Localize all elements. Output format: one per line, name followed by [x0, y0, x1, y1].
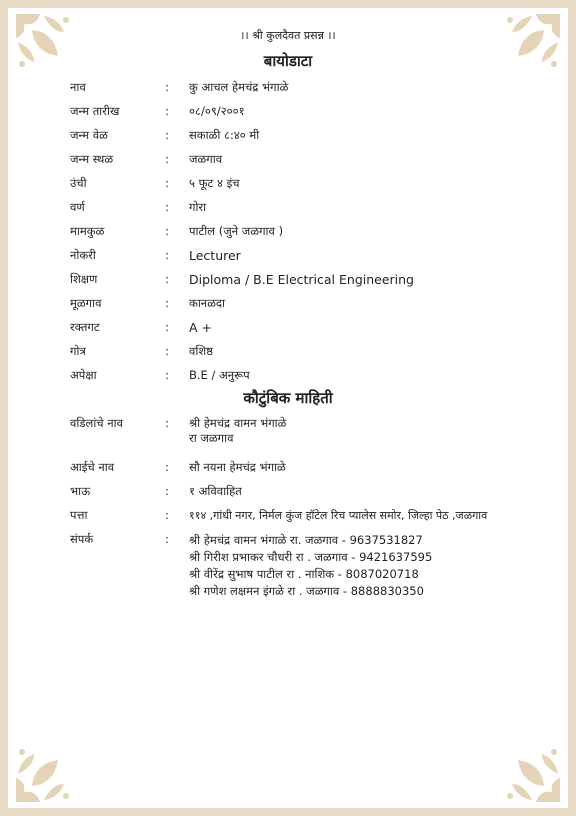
detail-colon: : [165, 104, 169, 118]
detail-row-blood-group [70, 320, 550, 344]
detail-colon: : [165, 152, 169, 166]
detail-value: कानळदा [189, 296, 226, 310]
family-row-father [70, 416, 560, 460]
detail-label: वडिलांचे नाव [70, 416, 124, 430]
detail-row-birth-place [70, 152, 550, 176]
detail-value: Diploma / B.E Electrical Engineering [189, 272, 414, 287]
detail-value: ११४ ,गांधी नगर, निर्मल कुंज हॉटेल रिच प्यालेस समोर, जिल्हा पेठ ,जळगाव [189, 509, 488, 522]
blessing-text: ।। श्री कुलदैवत प्रसन्न ।। [240, 29, 336, 42]
detail-colon: : [165, 248, 169, 262]
page-title: बायोडाटा [263, 52, 313, 70]
detail-label: उंची [70, 176, 87, 190]
detail-label: जन्म वेळ [70, 128, 108, 142]
detail-colon: : [165, 344, 169, 358]
family-details [70, 416, 560, 602]
detail-row-height [70, 176, 550, 200]
detail-value: सकाळी ८:४० मी [189, 128, 260, 142]
detail-value [189, 532, 560, 602]
father-residence: रा जळगाव [189, 431, 234, 445]
detail-colon: : [165, 368, 169, 382]
detail-row-complexion [70, 200, 550, 224]
detail-label: मूळगाव [70, 296, 102, 310]
detail-label: वर्ण [70, 200, 85, 214]
detail-colon: : [165, 176, 169, 190]
detail-label: जन्म तारीख [70, 104, 120, 118]
detail-colon: : [165, 128, 169, 142]
detail-value: वशिष्ठ [189, 344, 213, 358]
detail-row-birth-time [70, 128, 550, 152]
detail-value: १ अविवाहित [189, 484, 242, 498]
detail-label: रक्तगट [70, 320, 100, 334]
detail-value: कु आचल हेमचंद्र भंगाळे [189, 80, 289, 94]
detail-value: A + [189, 320, 212, 335]
detail-label: जन्म स्थळ [70, 152, 114, 166]
family-section-title: कौटुंबिक माहिती [243, 389, 333, 407]
detail-label: अपेक्षा [70, 368, 97, 382]
detail-colon: : [165, 296, 169, 310]
detail-colon: : [165, 460, 169, 474]
detail-colon: : [165, 532, 169, 546]
contact-line: श्री हेमचंद्र वामन भंगाळे रा. जळगाव - 9637531827 [189, 533, 423, 547]
detail-label: नाव [70, 80, 86, 94]
detail-row-education [70, 272, 550, 296]
father-name: श्री हेमचंद्र वामन भंगाळे [189, 416, 287, 430]
corner-ornament-icon [498, 740, 562, 804]
detail-value: ०८/०९/२००१ [189, 104, 245, 118]
detail-colon: : [165, 200, 169, 214]
detail-row-job [70, 248, 550, 272]
detail-label: आईचे नाव [70, 460, 115, 474]
detail-colon: : [165, 508, 169, 522]
contact-line: श्री गणेश लक्षमन इंगळे रा . जळगाव - 8888830350 [189, 584, 424, 598]
detail-value: B.E / अनुरूप [189, 368, 250, 382]
family-row-mother [70, 460, 560, 484]
family-row-contact [70, 532, 560, 602]
detail-row-birth-date [70, 104, 550, 128]
contact-line: श्री गिरीश प्रभाकर चौधरी रा . जळगाव - 9421637595 [189, 550, 433, 564]
personal-details [70, 80, 550, 392]
detail-value: सौ नयना हेमचंद्र भंगाळे [189, 460, 286, 474]
detail-value: पाटील (जुने जळगाव ) [189, 224, 284, 238]
detail-colon: : [165, 416, 169, 430]
detail-value: जळगाव [189, 152, 223, 166]
family-row-address [70, 508, 560, 532]
detail-row-maternal-family [70, 224, 550, 248]
detail-colon: : [165, 484, 169, 498]
family-row-brother [70, 484, 560, 508]
detail-label: पत्ता [70, 508, 88, 522]
detail-label: शिक्षण [70, 272, 98, 286]
contact-line: श्री वीरेंद्र सुभाष पाटील रा . नाशिक - 8087020718 [189, 567, 419, 581]
detail-value: गोरा [189, 200, 207, 214]
detail-label: गोत्र [70, 344, 86, 358]
detail-label: संपर्क [70, 532, 94, 546]
detail-row-native-place [70, 296, 550, 320]
detail-colon: : [165, 224, 169, 238]
detail-colon: : [165, 80, 169, 94]
detail-value: Lecturer [189, 248, 241, 263]
corner-ornament-icon [14, 740, 78, 804]
detail-label: नोकरी [70, 248, 96, 262]
detail-row-gotra [70, 344, 550, 368]
detail-colon: : [165, 320, 169, 334]
detail-label: भाऊ [70, 484, 91, 498]
detail-label: मामकुळ [70, 224, 105, 238]
detail-value: ५ फूट ४ इंच [189, 176, 240, 190]
detail-value [189, 416, 560, 460]
detail-colon: : [165, 272, 169, 286]
biodata-page [8, 8, 568, 808]
detail-row-name [70, 80, 550, 104]
